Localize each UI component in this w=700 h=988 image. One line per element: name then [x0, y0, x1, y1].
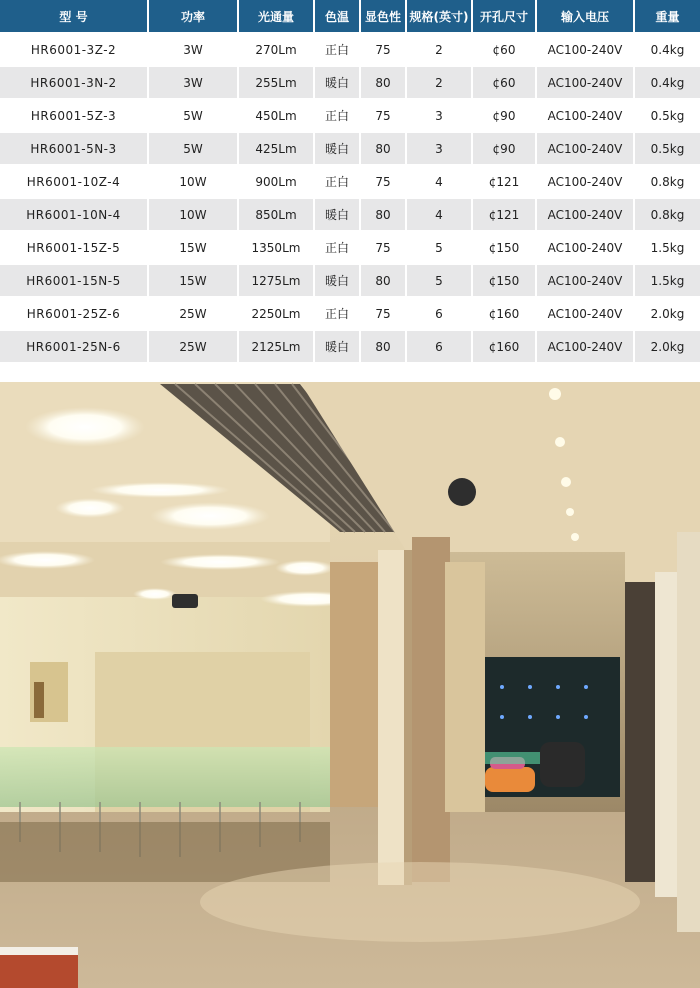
corridor-wall [445, 562, 485, 812]
header-color-temp: 色温 [314, 0, 360, 33]
cell-power: 3W [148, 66, 238, 99]
cell-weight: 1.5kg [634, 264, 700, 297]
ceiling-light [133, 588, 177, 600]
cell-cutout: ¢60 [472, 66, 536, 99]
glass-chairs [0, 747, 330, 807]
cell-color-temp: 暖白 [314, 132, 360, 165]
cell-cri: 75 [360, 231, 406, 264]
cell-weight: 2.0kg [634, 297, 700, 330]
table-row [0, 330, 700, 363]
cell-model: HR6001-5N-3 [0, 132, 148, 165]
cell-color-temp: 正白 [314, 231, 360, 264]
table-row [0, 297, 700, 330]
table-row [0, 132, 700, 165]
cell-weight: 0.8kg [634, 165, 700, 198]
cell-voltage: AC100-240V [536, 132, 634, 165]
cell-cri: 80 [360, 198, 406, 231]
cell-weight: 0.5kg [634, 99, 700, 132]
cell-power: 10W [148, 198, 238, 231]
header-size: 规格(英寸) [406, 0, 472, 33]
cell-flux: 270Lm [238, 33, 314, 66]
cell-weight: 0.4kg [634, 33, 700, 66]
cell-weight: 2.0kg [634, 330, 700, 363]
table-row [0, 231, 700, 264]
cell-voltage: AC100-240V [536, 198, 634, 231]
cell-cutout: ¢150 [472, 264, 536, 297]
table-row [0, 198, 700, 231]
cell-power: 5W [148, 132, 238, 165]
cell-flux: 425Lm [238, 132, 314, 165]
spec-table-body [0, 33, 700, 363]
cell-color-temp: 暖白 [314, 66, 360, 99]
cell-color-temp: 正白 [314, 33, 360, 66]
table-row [0, 165, 700, 198]
cell-model: HR6001-3Z-2 [0, 33, 148, 66]
cell-power: 10W [148, 165, 238, 198]
cell-size: 3 [406, 132, 472, 165]
cell-flux: 2125Lm [238, 330, 314, 363]
wood-column [412, 537, 450, 882]
cell-model: HR6001-25Z-6 [0, 297, 148, 330]
projector [172, 594, 198, 608]
ceiling-light [25, 407, 145, 447]
column-edge [404, 550, 412, 885]
header-cutout: 开孔尺寸 [472, 0, 536, 33]
dome-camera [448, 478, 476, 506]
floor-reflection [200, 862, 640, 942]
cell-voltage: AC100-240V [536, 165, 634, 198]
cell-size: 5 [406, 231, 472, 264]
dark-pillar [625, 582, 657, 882]
cell-flux: 255Lm [238, 66, 314, 99]
cell-cri: 75 [360, 165, 406, 198]
cell-cutout: ¢121 [472, 198, 536, 231]
cell-size: 6 [406, 297, 472, 330]
cell-flux: 850Lm [238, 198, 314, 231]
cell-cutout: ¢150 [472, 231, 536, 264]
cell-cutout: ¢60 [472, 33, 536, 66]
cell-cutout: ¢121 [472, 165, 536, 198]
cell-size: 3 [406, 99, 472, 132]
ceiling-light [90, 482, 230, 498]
cell-cri: 80 [360, 132, 406, 165]
cell-voltage: AC100-240V [536, 66, 634, 99]
cell-color-temp: 暖白 [314, 330, 360, 363]
cell-cutout: ¢160 [472, 330, 536, 363]
header-power: 功率 [148, 0, 238, 33]
cell-model: HR6001-10N-4 [0, 198, 148, 231]
niche-vase [34, 682, 44, 718]
white-pillar [655, 572, 677, 897]
ceiling-light [55, 498, 125, 518]
cell-model: HR6001-25N-6 [0, 330, 148, 363]
cell-voltage: AC100-240V [536, 33, 634, 66]
cell-cri: 80 [360, 66, 406, 99]
cell-voltage: AC100-240V [536, 297, 634, 330]
cell-voltage: AC100-240V [536, 264, 634, 297]
cell-cri: 75 [360, 297, 406, 330]
cell-voltage: AC100-240V [536, 330, 634, 363]
cell-power: 3W [148, 33, 238, 66]
cell-model: HR6001-10Z-4 [0, 165, 148, 198]
right-wall-edge [677, 532, 700, 932]
cell-size: 4 [406, 198, 472, 231]
header-weight: 重量 [634, 0, 700, 33]
header-model: 型 号 [0, 0, 148, 33]
cell-cri: 75 [360, 33, 406, 66]
cell-model: HR6001-5Z-3 [0, 99, 148, 132]
wood-partition [330, 562, 380, 807]
cell-size: 6 [406, 330, 472, 363]
table-row [0, 66, 700, 99]
header-voltage: 输入电压 [536, 0, 634, 33]
cell-cutout: ¢90 [472, 99, 536, 132]
cell-weight: 0.8kg [634, 198, 700, 231]
cell-voltage: AC100-240V [536, 99, 634, 132]
cell-size: 2 [406, 66, 472, 99]
cell-weight: 0.4kg [634, 66, 700, 99]
cell-model: HR6001-15N-5 [0, 264, 148, 297]
cell-cri: 80 [360, 330, 406, 363]
cell-size: 2 [406, 33, 472, 66]
cell-size: 4 [406, 165, 472, 198]
column [378, 550, 404, 885]
cell-flux: 900Lm [238, 165, 314, 198]
cell-color-temp: 正白 [314, 297, 360, 330]
cell-weight: 0.5kg [634, 132, 700, 165]
ceiling-light [275, 560, 335, 576]
header-row [0, 0, 700, 33]
cell-color-temp: 正白 [314, 165, 360, 198]
cell-power: 25W [148, 330, 238, 363]
orange-sofa [485, 767, 535, 792]
cell-flux: 1275Lm [238, 264, 314, 297]
ceiling-light [150, 502, 270, 530]
cell-power: 5W [148, 99, 238, 132]
cell-power: 15W [148, 231, 238, 264]
cell-cutout: ¢160 [472, 297, 536, 330]
cell-weight: 1.5kg [634, 231, 700, 264]
cell-flux: 1350Lm [238, 231, 314, 264]
cell-color-temp: 暖白 [314, 264, 360, 297]
table-row [0, 264, 700, 297]
cell-size: 5 [406, 264, 472, 297]
interior-photo [0, 382, 700, 988]
cell-cri: 75 [360, 99, 406, 132]
cell-flux: 2250Lm [238, 297, 314, 330]
cell-color-temp: 正白 [314, 99, 360, 132]
red-counter-top [0, 947, 78, 955]
cell-model: HR6001-3N-2 [0, 66, 148, 99]
lounge-chair [540, 742, 585, 787]
cell-flux: 450Lm [238, 99, 314, 132]
ceiling-light [160, 554, 280, 570]
cell-cri: 80 [360, 264, 406, 297]
spec-table [0, 0, 700, 364]
table-row [0, 33, 700, 66]
cell-power: 15W [148, 264, 238, 297]
cell-model: HR6001-15Z-5 [0, 231, 148, 264]
cell-cutout: ¢90 [472, 132, 536, 165]
cell-voltage: AC100-240V [536, 231, 634, 264]
header-cri: 显色性 [360, 0, 406, 33]
table-row [0, 99, 700, 132]
spec-table-header [0, 0, 700, 33]
cell-power: 25W [148, 297, 238, 330]
header-flux: 光通量 [238, 0, 314, 33]
cell-color-temp: 暖白 [314, 198, 360, 231]
